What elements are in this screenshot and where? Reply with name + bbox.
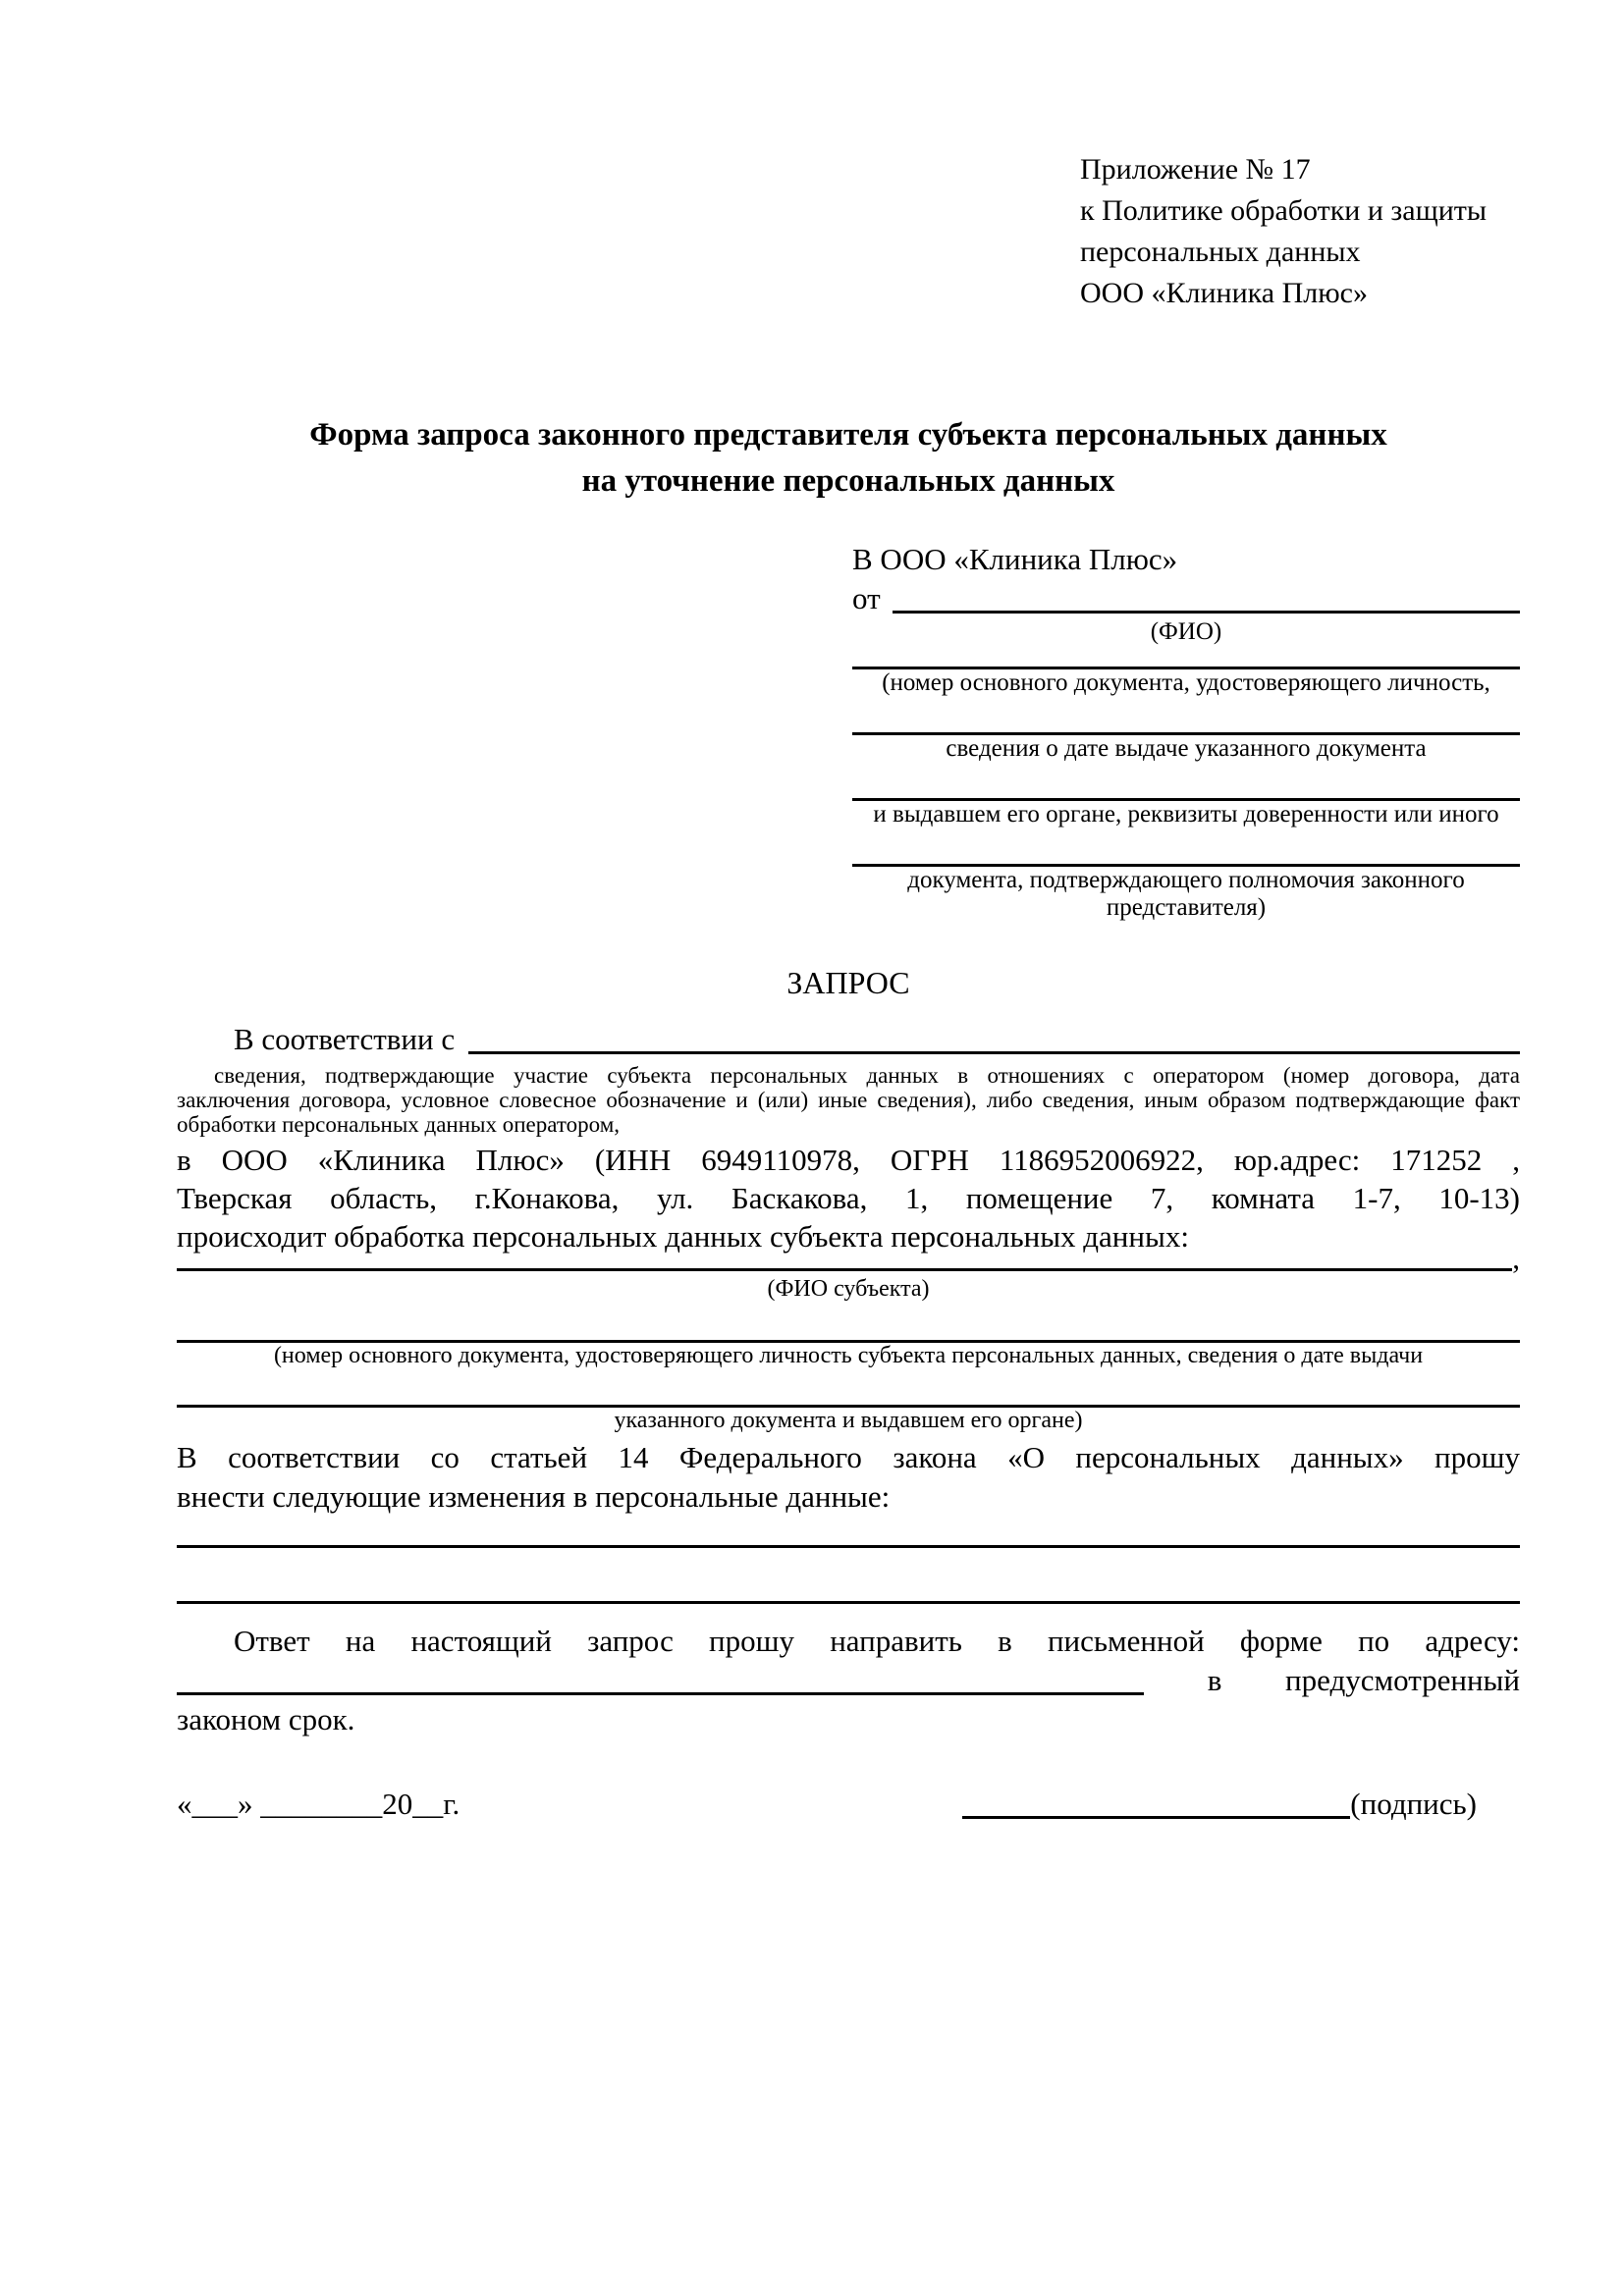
law-paragraph: [177, 1438, 1520, 1517]
operator-paragraph-line2: Тверская область, г.Конакова, ул. Баскакова, 1, помещение 7, комната 1-7, 10-13): [177, 1181, 1520, 1215]
intro-caption-line3: обработки персональных данных оператором,: [177, 1112, 620, 1137]
from-row: [852, 579, 1520, 618]
subject-doc-caption-1: (номер основного документа, удостоверяющего личность субъекта персональных данных, сведения о дате выдачи: [273, 1343, 1424, 1368]
changes-fill-line-2: [177, 1548, 1520, 1604]
signature-caption: (подпись): [1350, 1787, 1477, 1821]
changes-fill-line-1: [177, 1517, 1520, 1548]
subject-doc-caption-2: указанного документа и выдавшем его органе): [614, 1408, 1083, 1433]
reply-address-row: [177, 1661, 1520, 1700]
appendix-header: [1080, 149, 1520, 314]
basis-fill-line: [468, 1051, 1520, 1054]
operator-paragraph-line3: происходит обработка персональных данных субъекта персональных данных:: [177, 1219, 1189, 1254]
fio-caption: (ФИО): [1150, 618, 1222, 645]
reply-paragraph-tail: законом срок.: [177, 1702, 355, 1736]
issue-date-fill-line: [852, 697, 1520, 735]
appendix-policy-line2: персональных данных: [1080, 236, 1361, 268]
from-label: от: [852, 581, 881, 615]
issuer-caption: и выдавшем его органе, реквизиты доверенности или иного: [873, 801, 1499, 828]
date-field: «___» ________20__г.: [177, 1787, 460, 1821]
intro-caption-line2: заключения договора, условное словесное обозначение и (или) иные сведения), либо сведения, иным образом подтверждающие факт: [177, 1088, 1520, 1112]
document-title-line2: на уточнение персональных данных: [581, 463, 1115, 499]
authority-caption: документа, подтверждающего полномочия законного представителя): [907, 867, 1465, 921]
date-signature-row: [177, 1785, 1520, 1824]
subject-doc-fill-line-2: [177, 1369, 1520, 1408]
subject-doc-fill-line: [177, 1303, 1520, 1343]
signature-fill-line: [962, 1816, 1350, 1819]
doc-number-caption: (номер основного документа, удостоверяющего личность,: [882, 669, 1490, 696]
intro-caption-line1: сведения, подтверждающие участие субъекта персональных данных в отношениях с оператором (номер договора, дата: [214, 1063, 1520, 1088]
reply-address-fill-line: [177, 1692, 1144, 1695]
appendix-number: Приложение № 17: [1080, 153, 1311, 186]
fio-fill-line: [893, 611, 1520, 614]
reply-word-predusmotrennyj: предусмотренный: [1285, 1663, 1520, 1697]
subject-fio-comma: ,: [1512, 1241, 1520, 1275]
addressee-to: В ООО «Клиника Плюс»: [852, 542, 1178, 576]
intro-caption: [177, 1063, 1520, 1137]
operator-paragraph: [177, 1141, 1520, 1255]
operator-paragraph-line1: в ООО «Клиника Плюс» (ИНН 6949110978, ОГРН 1186952006922, юр.адрес: 171252 ,: [177, 1143, 1520, 1177]
reply-word-v: в: [1207, 1663, 1222, 1697]
authority-fill-line: [852, 828, 1520, 867]
document-title-line1: Форма запроса законного представителя субъекта персональных данных: [309, 417, 1387, 453]
subject-fio-row: [177, 1241, 1520, 1276]
appendix-policy-line1: к Политике обработки и защиты: [1080, 194, 1488, 227]
issue-date-caption: сведения о дате выдаче указанного документа: [946, 735, 1427, 762]
document-title: [177, 412, 1520, 505]
intro-label: В соответствии с: [234, 1022, 456, 1056]
appendix-company: ООО «Клиника Плюс»: [1080, 277, 1368, 309]
reply-paragraph-line1: Ответ на настоящий запрос прошу направить в письменной форме по адресу:: [234, 1624, 1520, 1658]
issuer-fill-line: [852, 763, 1520, 801]
reply-paragraph: [177, 1622, 1520, 1739]
subject-fio-caption: (ФИО субъекта): [767, 1276, 930, 1302]
intro-row: [177, 1018, 1520, 1059]
subject-fio-fill-line: [177, 1268, 1512, 1271]
law-paragraph-line1: В соответствии со статьей 14 Федерального закона «О персональных данных» прошу: [177, 1440, 1520, 1474]
law-paragraph-line2: внести следующие изменения в персональные данные:: [177, 1479, 891, 1514]
addressee-block: [852, 540, 1520, 922]
request-heading: ЗАПРОС: [786, 965, 910, 1000]
doc-number-fill-line: [852, 646, 1520, 669]
